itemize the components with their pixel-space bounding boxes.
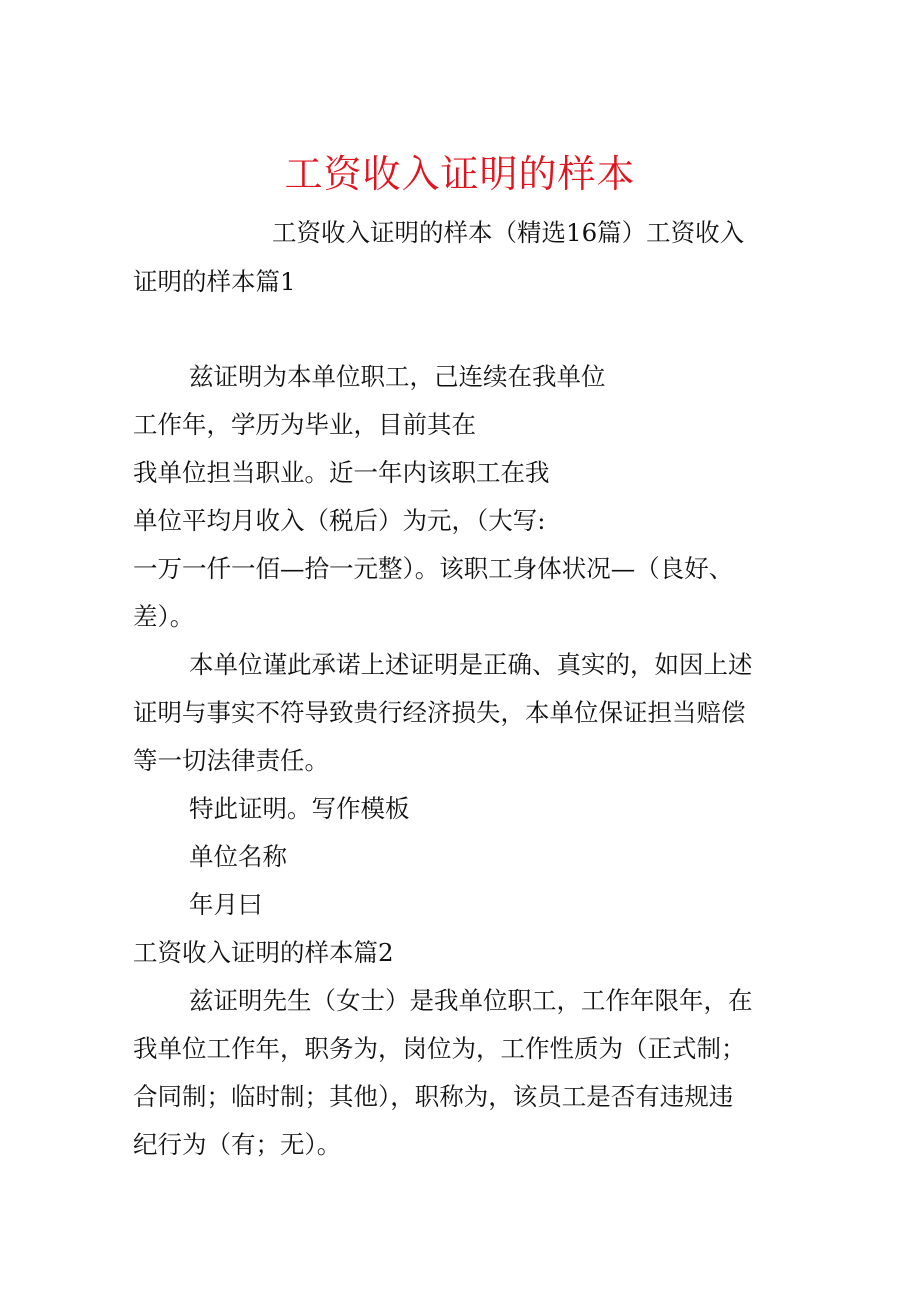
body-line: 一万一仟一佰—拾一元整）。该职工身体状况—（良好、: [133, 554, 734, 583]
body-line: 差）。: [133, 602, 195, 631]
section-heading-1: 证明的样本篇1: [133, 267, 296, 296]
body-line: 纪行为（有；无）。: [133, 1130, 342, 1159]
body-line: 证明与事实不符导致贵行经济损失，本单位保证担当赔偿: [133, 698, 746, 727]
subtitle-line: 工资收入证明的样本（精选16篇）工资收入: [272, 218, 745, 247]
body-line: 我单位担当职业。近一年内该职工在我: [133, 458, 550, 487]
body-line: 兹证明先生（女士）是我单位职工，工作年限年，在: [189, 986, 753, 1015]
signature-date: 年月曰: [189, 890, 263, 919]
body-line: 我单位工作年，职务为，岗位为，工作性质为（正式制；: [133, 1034, 746, 1063]
body-line: 兹证明为本单位职工，己连续在我单位: [189, 362, 606, 391]
signature-unit-name: 单位名称: [189, 842, 287, 871]
body-line: 合同制；临时制；其他），职称为，该员工是否有违规违: [133, 1082, 734, 1111]
document-title: 工资收入证明的样本: [284, 152, 636, 196]
body-line: 单位平均月收入（税后）为元，（大写:: [133, 506, 546, 535]
body-line: 等一切法律责任。: [133, 746, 329, 775]
body-line: 本单位谨此承诺上述证明是正确、真实的，如因上述: [189, 650, 753, 679]
body-line: 工作年，学历为毕业，目前其在: [133, 410, 476, 439]
section-heading-2: 工资收入证明的样本篇2: [133, 938, 394, 967]
closing-line: 特此证明。写作模板: [189, 794, 410, 823]
